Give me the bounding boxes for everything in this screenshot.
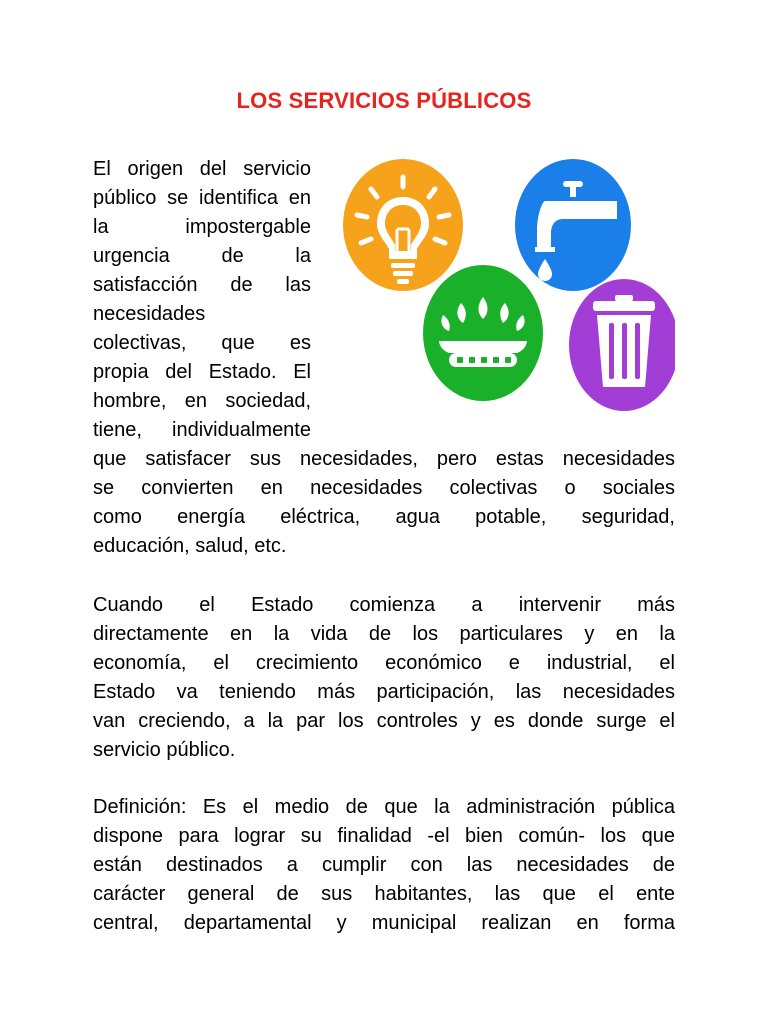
text-line: propia del Estado. El xyxy=(93,361,311,383)
text-line: economía, el crecimiento económico e industrial, el xyxy=(93,652,675,674)
text-line: urgencia de la xyxy=(93,245,311,267)
text-line: público se identifica en xyxy=(93,187,311,209)
text-line: se convierten en necesidades colectivas o sociales xyxy=(93,477,675,499)
text-line: carácter general de sus habitantes, las que el ente xyxy=(93,883,675,905)
water-tap-icon xyxy=(515,159,631,291)
text-line: tiene, individualmente xyxy=(93,419,311,441)
text-line: El origen del servicio xyxy=(93,158,311,180)
text-line: la impostergable xyxy=(93,216,311,238)
text-line: colectivas, que es xyxy=(93,332,311,354)
text-line: educación, salud, etc. xyxy=(93,535,287,557)
text-line: necesidades xyxy=(93,303,206,325)
paragraph-definition xyxy=(93,793,675,938)
public-services-illustration xyxy=(331,155,675,423)
text-line: están destinados a cumplir con las necesidades de xyxy=(93,854,675,876)
text-line: central, departamental y municipal realizan en forma xyxy=(93,912,675,934)
trash-bin-icon xyxy=(569,279,675,411)
gas-burner-icon xyxy=(423,265,543,401)
paragraph-state-intervention xyxy=(93,591,675,765)
text-line: Definición: Es el medio de que la administración pública xyxy=(93,796,675,818)
text-line: que satisfacer sus necesidades, pero estas necesidades xyxy=(93,448,675,470)
text-line: servicio público. xyxy=(93,739,236,761)
text-line: Estado va teniendo más participación, las necesidades xyxy=(93,681,675,703)
text-line: satisfacción de las xyxy=(93,274,311,296)
text-line: van creciendo, a la par los controles y es donde surge el xyxy=(93,710,675,732)
text-line: directamente en la vida de los particulares y en la xyxy=(93,623,675,645)
text-line: dispone para lograr su finalidad -el bien común- los que xyxy=(93,825,675,847)
public-services-illustration-svg xyxy=(331,155,675,423)
paragraph-intro xyxy=(93,155,675,561)
text-line: hombre, en sociedad, xyxy=(93,390,311,412)
text-line: como energía eléctrica, agua potable, seguridad, xyxy=(93,506,675,528)
text-line: Cuando el Estado comienza a intervenir más xyxy=(93,594,675,616)
page-title: LOS SERVICIOS PÚBLICOS xyxy=(236,88,532,113)
light-bulb-icon xyxy=(343,159,463,291)
